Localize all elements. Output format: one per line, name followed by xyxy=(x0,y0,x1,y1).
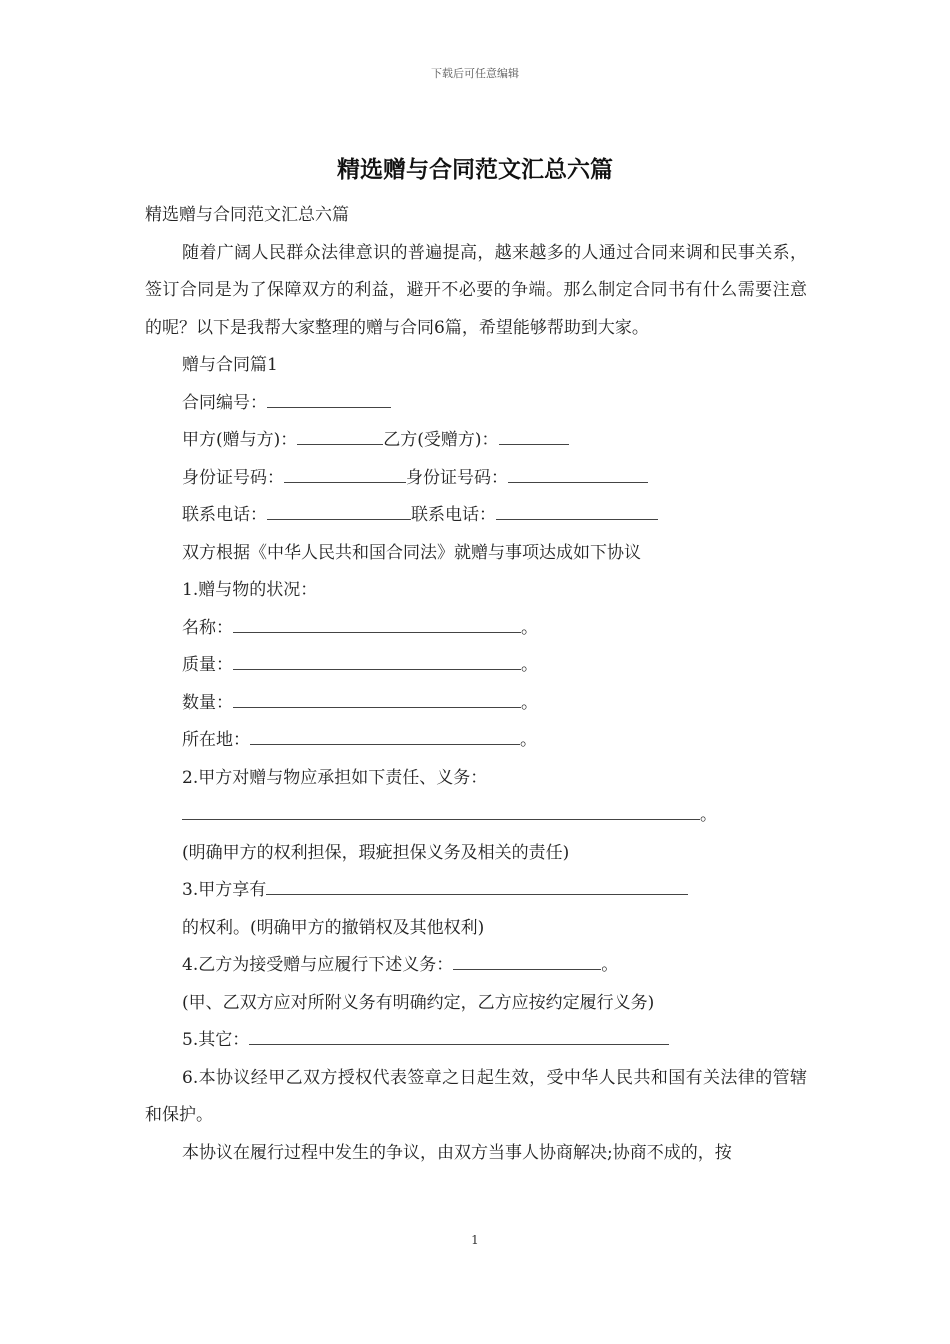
phone-b-blank xyxy=(496,505,658,520)
quality-row xyxy=(145,647,807,685)
quantity-row xyxy=(145,685,807,723)
item4-period: 。 xyxy=(601,955,619,975)
location-blank xyxy=(250,730,520,745)
dispute-paragraph: 本协议在履行过程中发生的争议，由双方当事人协商解决;协商不成的，按 xyxy=(182,1142,732,1163)
quality-label: 质量： xyxy=(182,655,233,675)
party-b-label: 乙方(受赠方)： xyxy=(383,430,499,450)
intro-paragraph: 随着广阔人民群众法律意识的普遍提高，越来越多的人通过合同来调和民事关系，签订合同是为了保障双方的利益，避开不必要的争端。那么制定合同书有什么需要注意的呢？以下是我帮大家整理的赠与合同6篇，希望能够帮助到大家。 xyxy=(145,242,807,338)
name-period: 。 xyxy=(521,617,538,638)
phone-label-a: 联系电话： xyxy=(182,505,267,525)
phone-row xyxy=(145,497,807,535)
item5-row xyxy=(145,1022,807,1060)
item3-suffix: 的权利。(明确甲方的撤销权及其他权利) xyxy=(182,917,485,938)
item2-blank xyxy=(182,805,700,820)
quality-blank xyxy=(233,655,521,670)
contract-number-row xyxy=(145,385,807,423)
item3-row xyxy=(145,872,807,910)
document-body xyxy=(145,197,807,1172)
item5-blank xyxy=(249,1030,669,1045)
location-row xyxy=(145,722,807,760)
quantity-label: 数量： xyxy=(182,692,233,713)
name-row xyxy=(145,610,807,648)
item4-note: (甲、乙双方应对所附义务有明确约定，乙方应按约定履行义务) xyxy=(182,992,655,1013)
basis-paragraph: 双方根据《中华人民共和国合同法》就赠与事项达成如下协议 xyxy=(182,542,641,563)
header-note: 下载后可任意编辑 xyxy=(431,67,519,80)
id-a-blank xyxy=(284,468,406,483)
party-b-blank xyxy=(499,430,569,445)
id-number-row xyxy=(145,460,807,498)
item3-blank xyxy=(266,880,688,895)
item4-blank xyxy=(453,955,601,970)
quantity-blank xyxy=(233,693,521,708)
id-label-a: 身份证号码： xyxy=(182,467,284,488)
item2-blank-row xyxy=(145,797,807,835)
item4-row xyxy=(145,947,807,985)
item2-period: 。 xyxy=(700,805,717,825)
contract-number-blank xyxy=(267,393,391,408)
item6-paragraph: 6.本协议经甲乙双方授权代表签章之日起生效，受中华人民共和国有关法律的管辖和保护。 xyxy=(145,1067,807,1125)
contract-number-label: 合同编号： xyxy=(182,392,267,413)
item3-label: 3.甲方享有 xyxy=(182,880,267,900)
document-title: 精选赠与合同范文汇总六篇 xyxy=(337,156,613,183)
quantity-period: 。 xyxy=(521,692,538,713)
item4-label: 4.乙方为接受赠与应履行下述义务： xyxy=(182,955,454,975)
location-label: 所在地： xyxy=(182,730,250,750)
id-b-blank xyxy=(508,468,648,483)
subtitle: 精选赠与合同范文汇总六篇 xyxy=(145,205,349,225)
party-a-label: 甲方(赠与方)： xyxy=(182,430,298,450)
section-heading: 赠与合同篇1 xyxy=(182,355,278,375)
name-blank xyxy=(233,618,521,633)
phone-a-blank xyxy=(267,505,411,520)
item2-heading: 2.甲方对赠与物应承担如下责任、义务： xyxy=(182,767,488,788)
item1-heading: 1.赠与物的状况： xyxy=(182,580,318,600)
quality-period: 。 xyxy=(521,655,538,675)
location-period: 。 xyxy=(520,730,537,750)
page-number: 1 xyxy=(471,1233,479,1247)
phone-label-b: 联系电话： xyxy=(411,505,496,525)
parties-row xyxy=(145,422,807,460)
name-label: 名称： xyxy=(182,617,233,638)
item2-note: (明确甲方的权利担保，瑕疵担保义务及相关的责任) xyxy=(182,842,570,863)
party-a-blank xyxy=(297,430,383,445)
item5-label: 5.其它： xyxy=(182,1030,250,1050)
id-label-b: 身份证号码： xyxy=(406,467,508,488)
